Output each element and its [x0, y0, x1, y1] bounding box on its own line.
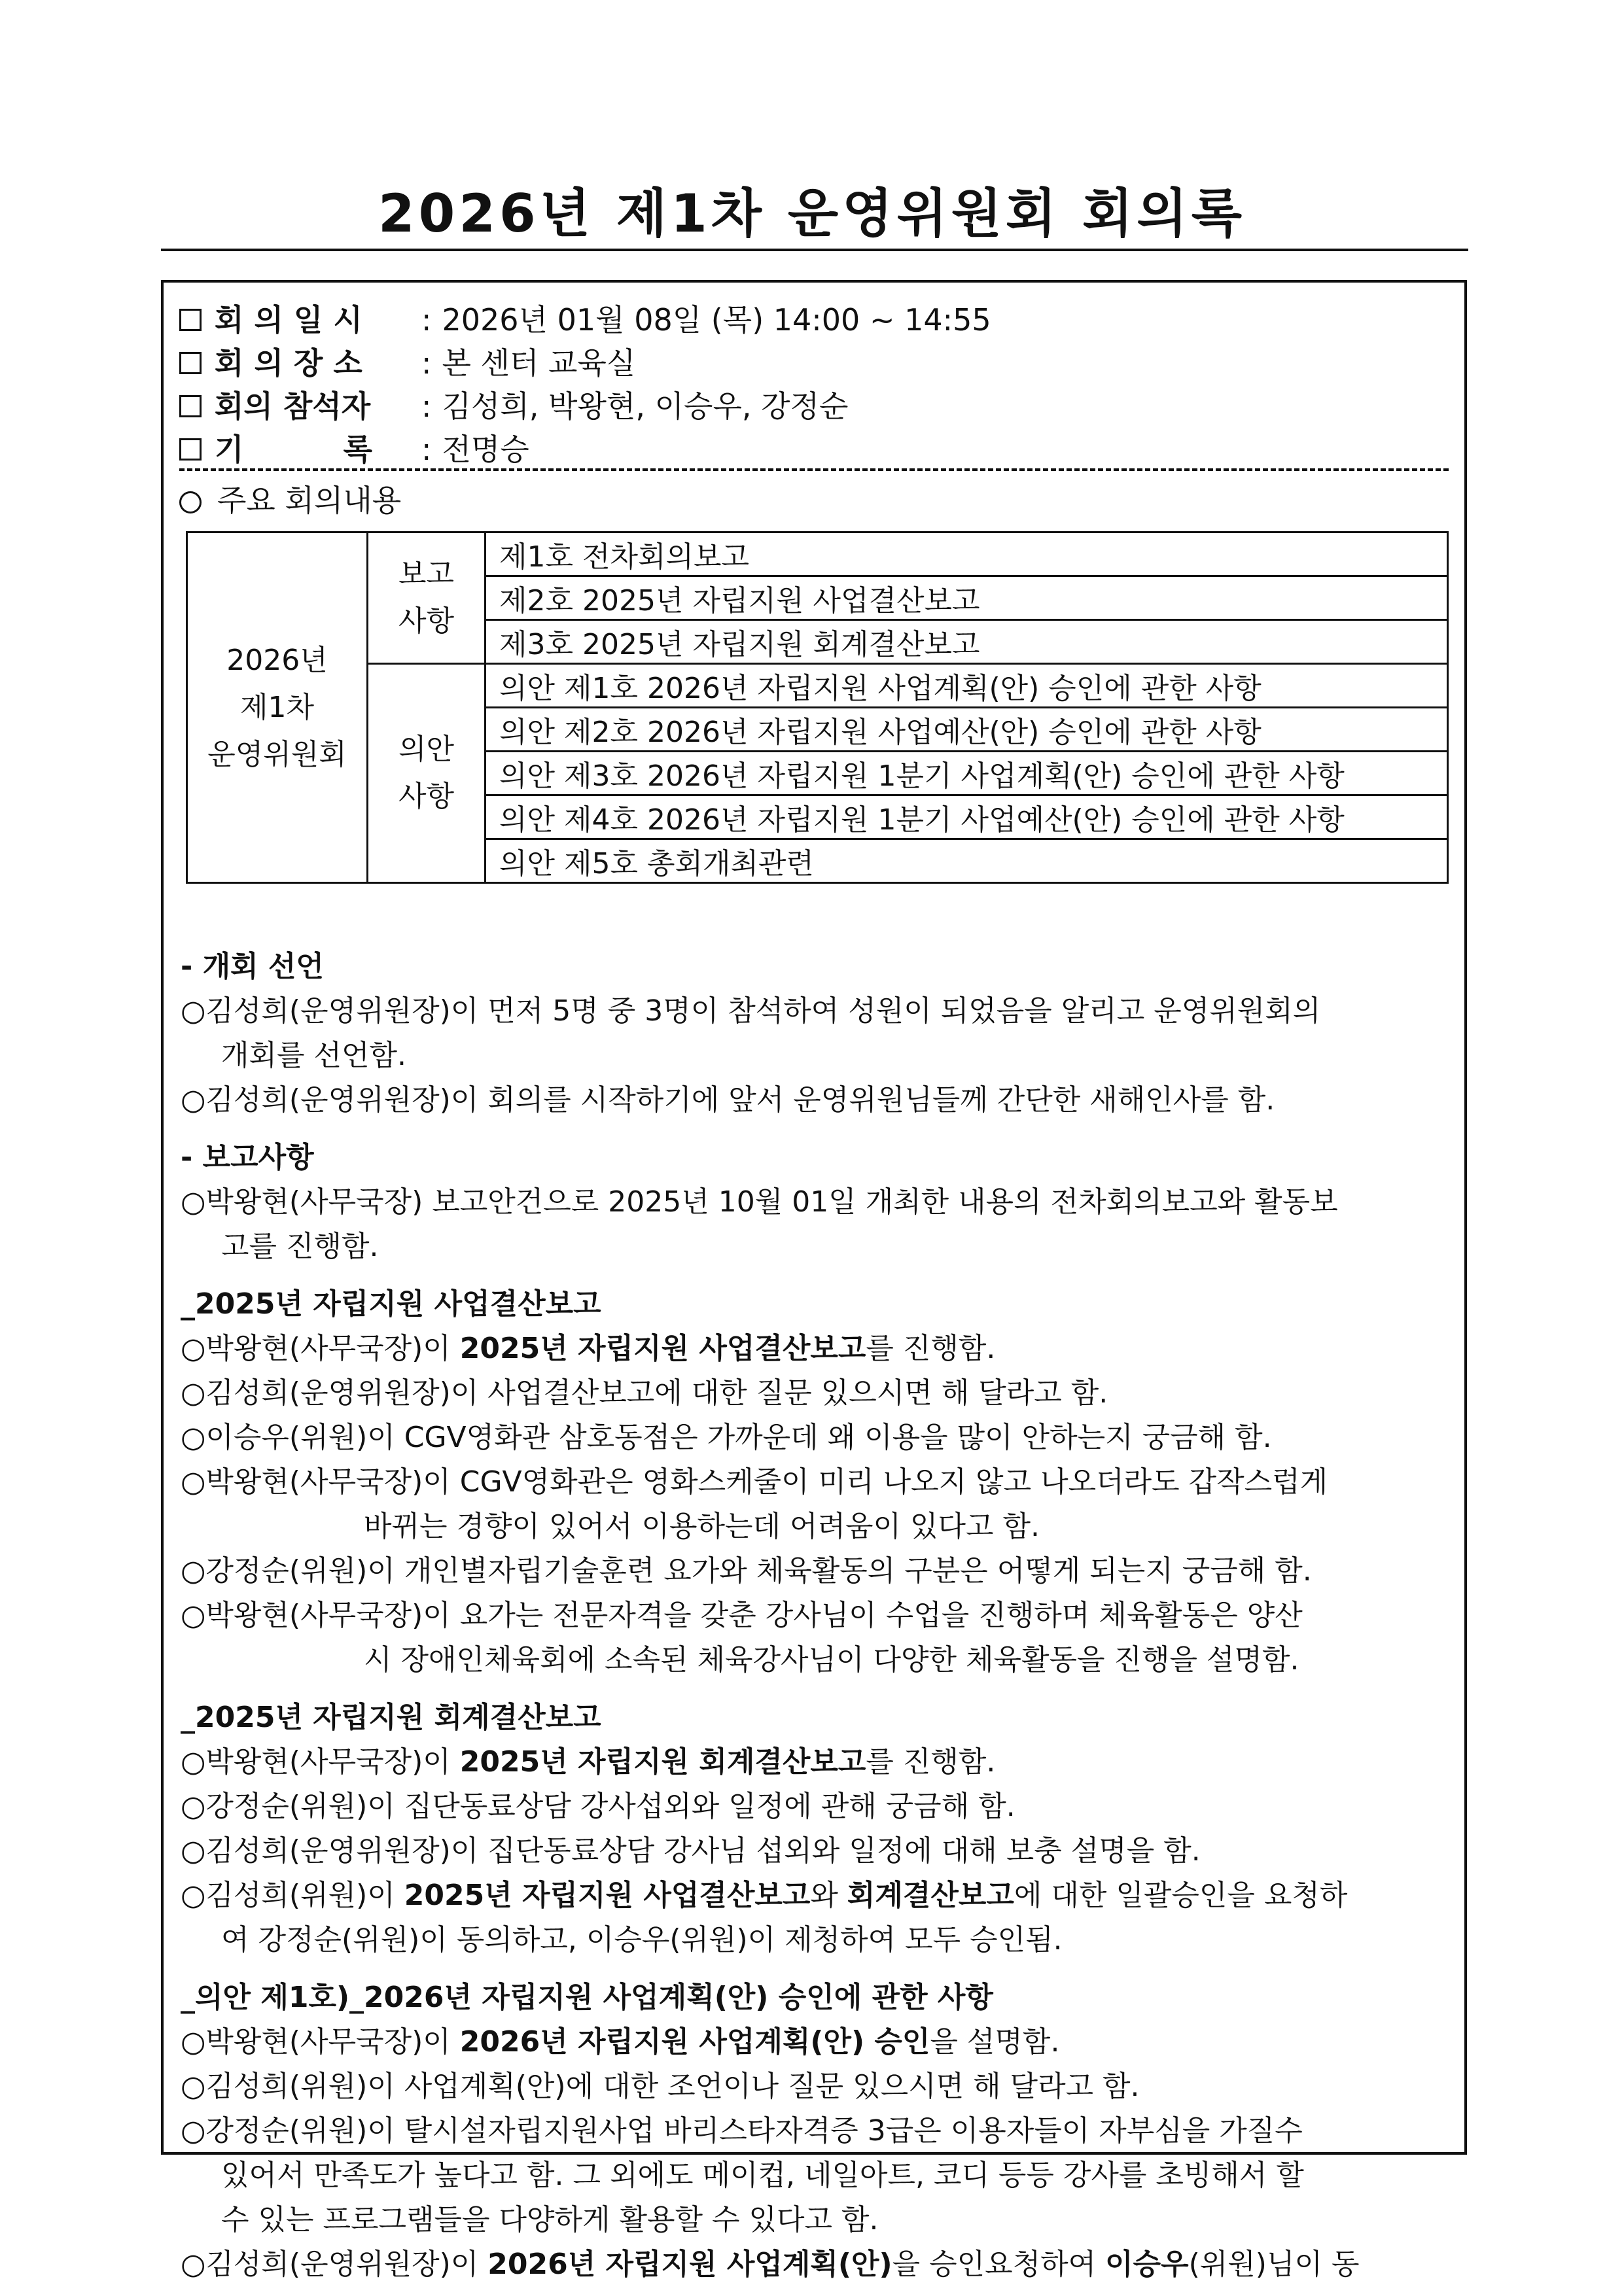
agenda-item: 의안 제3호 2026년 자립지원 1분기 사업계획(안) 승인에 관한 사항: [485, 752, 1448, 795]
minute-line-cont: 시 장애인체육회에 소속된 체육강사님이 다양한 체육활동을 진행을 설명함.: [364, 1643, 1299, 1677]
minutes-frame: [161, 280, 1467, 2281]
minute-line: ○김성희(운영위원장)이 사업결산보고에 대한 질문 있으시면 해 달라고 함.: [181, 1376, 1108, 1410]
page-title: 2026년 제1차 운영위원회 회의록: [378, 183, 1246, 244]
meta-value: 본 센터 교육실: [442, 345, 636, 381]
minute-line: ○박왕현(사무국장)이 2025년 자립지원 회계결산보고를 진행함.: [181, 1745, 996, 1779]
section-heading: 주요 회의내용: [179, 479, 401, 522]
report-item: 제1호 전차회의보고: [485, 532, 1448, 576]
circle-bullet-icon: [179, 491, 202, 513]
meta-label: 기 록: [215, 432, 417, 467]
report-item: 제2호 2025년 자립지원 사업결산보고: [485, 576, 1448, 620]
meta-label: 회 의 일 시: [215, 302, 362, 338]
meta-value: 전명승: [442, 432, 529, 467]
meta-label: 회 의 장 소: [215, 345, 362, 381]
checkbox-square-icon: [179, 395, 202, 417]
minute-line-cont: 수 있는 프로그램들을 다양하게 활용할 수 있다고 함.: [221, 2203, 879, 2236]
minute-line: ○이승우(위원)이 CGV영화관 삼호동점은 가까운데 왜 이용을 많이 안하는지 궁금해 함.: [181, 1421, 1272, 1454]
meeting-info: [179, 298, 991, 471]
minute-line: ○김성희(운영위원장)이 먼저 5명 중 3명이 참석하여 성원이 되었음을 알리고 운영위원회의: [181, 994, 1321, 1028]
checkbox-square-icon: [179, 438, 202, 461]
minute-line: ○강정순(위원)이 집단동료상담 강사섭외와 일정에 관해 궁금해 함.: [181, 1790, 1015, 1823]
report-item: 제3호 2025년 자립지원 회계결산보고: [485, 620, 1448, 664]
section-report-heading: - 보고사항: [181, 1141, 314, 1174]
agenda-item: 의안 제2호 2026년 자립지원 사업예산(안) 승인에 관한 사항: [485, 708, 1448, 752]
minute-line: ○김성희(운영위원장)이 2026년 자립지원 사업계획(안)을 승인요청하여 이승우(위원)님이 동: [181, 2248, 1360, 2281]
title-divider: [161, 249, 1468, 251]
agenda-item: 의안 제5호 총회개최관련: [485, 839, 1448, 883]
meta-row-place: 회 의 장 소 : 본 센터 교육실: [179, 341, 991, 385]
minute-line-cont: 고를 진행함.: [221, 1230, 379, 1263]
minute-line-cont: 있어서 만족도가 높다고 함. 그 외에도 메이컵, 네일아트, 코디 등등 강사를 초빙해서 할: [221, 2159, 1304, 2192]
agenda-item: 의안 제4호 2026년 자립지원 1분기 사업예산(안) 승인에 관한 사항: [485, 795, 1448, 839]
minute-line-cont: 여 강정순(위원)이 동의하고, 이승우(위원)이 제청하여 모두 승인됨.: [221, 1923, 1063, 1957]
agenda-table: [186, 531, 1449, 884]
meta-row-attendees: 회의 참석자 : 김성희, 박왕현, 이승우, 강정순: [179, 385, 991, 428]
minute-line: ○김성희(위원)이 사업계획(안)에 대한 조언이나 질문 있으시면 해 달라고 함.: [181, 2070, 1140, 2103]
checkbox-square-icon: [179, 352, 202, 374]
minute-line: ○김성희(운영위원장)이 회의를 시작하기에 앞서 운영위원님들께 간단한 새해인사를 함.: [181, 1083, 1275, 1117]
checkbox-square-icon: [179, 309, 202, 331]
meta-row-recorder: 기 록 : 전명승: [179, 428, 991, 471]
minute-line: ○강정순(위원)이 탈시설자립지원사업 바리스타자격증 3급은 이용자들이 자부심을 가질수: [181, 2114, 1303, 2148]
minute-line: ○박왕현(사무국장)이 CGV영화관은 영화스케줄이 미리 나오지 않고 나오더라도 갑작스럽게: [181, 1465, 1328, 1499]
section-agenda1-heading: _의안 제1호)_2026년 자립지원 사업계획(안) 승인에 관한 사항: [181, 1981, 993, 2014]
minute-line: ○박왕현(사무국장) 보고안건으로 2025년 10월 01일 개최한 내용의 전차회의보고와 활동보: [181, 1185, 1338, 1219]
meta-value: 2026년 01월 08일 (목) 14:00 ~ 14:55: [442, 302, 991, 338]
agenda-label-cell: 의안 사항: [368, 664, 485, 883]
meeting-label-cell: 2026년 제1차 운영위원회: [187, 532, 368, 883]
minute-line: ○박왕현(사무국장)이 2026년 자립지원 사업계획(안) 승인을 설명함.: [181, 2025, 1060, 2059]
agenda-item: 의안 제1호 2026년 자립지원 사업계획(안) 승인에 관한 사항: [485, 664, 1448, 708]
meta-label: 회의 참석자: [215, 389, 371, 424]
minute-line-cont: 개회를 선언함.: [221, 1039, 406, 1072]
section-opening-heading: - 개회 선언: [181, 950, 324, 983]
minute-line: ○강정순(위원)이 개인별자립기술훈련 요가와 체육활동의 구분은 어떻게 되는지 궁금해 함.: [181, 1554, 1312, 1588]
report-label-cell: 보고 사항: [368, 532, 485, 664]
minute-line: ○김성희(운영위원장)이 집단동료상담 강사님 섭외와 일정에 대해 보충 설명을 함.: [181, 1834, 1201, 1868]
section-business-settlement-heading: _2025년 자립지원 사업결산보고: [181, 1287, 601, 1321]
minutes-body: [181, 937, 1450, 2287]
minute-line: ○박왕현(사무국장)이 요가는 전문자격을 갖춘 강사님이 수업을 진행하며 체육활동은 양산: [181, 1599, 1303, 1632]
minute-line: ○김성희(위원)이 2025년 자립지원 사업결산보고와 회계결산보고에 대한 일괄승인을 요청하: [181, 1879, 1348, 1912]
section-accounting-settlement-heading: _2025년 자립지원 회계결산보고: [181, 1701, 601, 1734]
dashed-divider: [179, 468, 1449, 471]
meta-value: 김성희, 박왕현, 이승우, 강정순: [442, 389, 849, 424]
minute-line-cont: 바뀌는 경향이 있어서 이용하는데 어려움이 있다고 함.: [364, 1510, 1040, 1543]
minute-line: ○박왕현(사무국장)이 2025년 자립지원 사업결산보고를 진행함.: [181, 1332, 996, 1365]
meta-row-datetime: 회 의 일 시 : 2026년 01월 08일 (목) 14:00 ~ 14:55: [179, 298, 991, 341]
